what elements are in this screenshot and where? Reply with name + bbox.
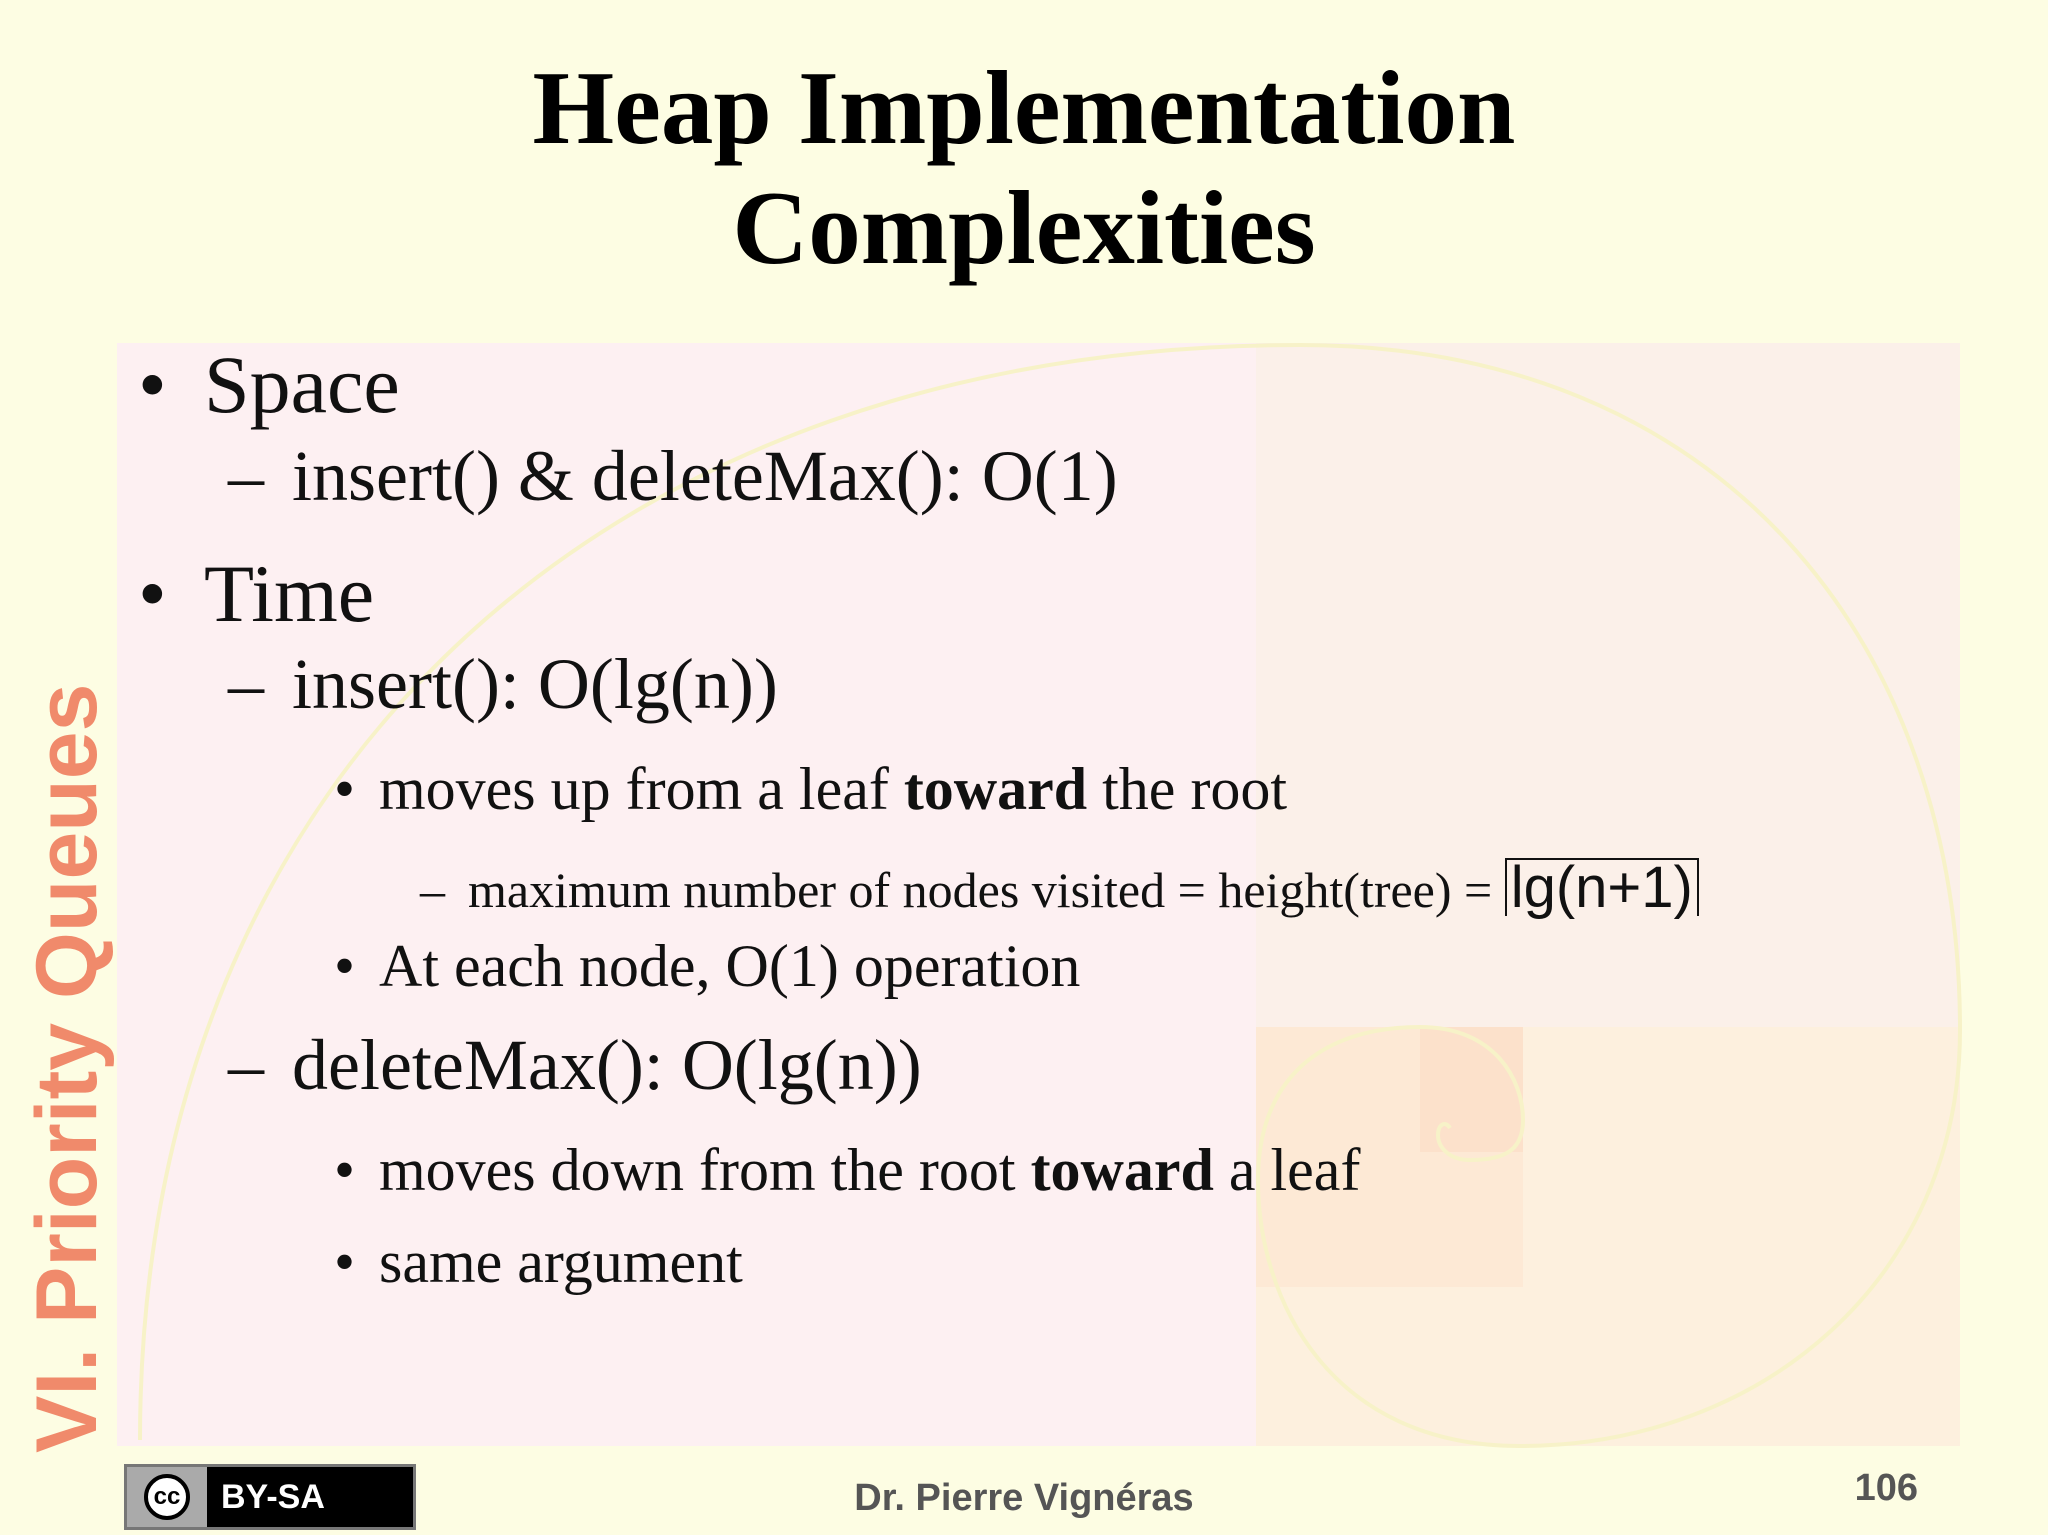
- insert-sub2-text: At each node, O(1) operation: [379, 933, 1081, 999]
- bullet-time: • Time: [138, 548, 375, 639]
- space-item-text: insert() & deleteMax(): O(1): [292, 436, 1118, 516]
- delete-sub1-pre: moves down from the root: [379, 1137, 1031, 1203]
- insert-detail-text: maximum number of nodes visited = height(tree) =: [468, 862, 1505, 918]
- insert-sub1-pre: moves up from a leaf: [379, 756, 904, 822]
- bullet-insert-sub2: • At each node, O(1) operation: [334, 933, 1081, 999]
- section-label: VI. Priority Queues: [19, 683, 115, 1453]
- bullet-space: • Space: [138, 339, 400, 430]
- insert-sub1-post: the root: [1087, 756, 1288, 822]
- delete-sub2-text: same argument: [379, 1229, 743, 1295]
- bullet-insert-sub1: • moves up from a leaf toward the root: [334, 756, 1288, 822]
- golden-square-large: [1256, 343, 1960, 1027]
- delete-sub1-bold: toward: [1030, 1137, 1214, 1203]
- height-formula: lg(n+1): [1505, 858, 1699, 916]
- footer-author: Dr. Pierre Vignéras: [854, 1477, 1194, 1519]
- delete-item-text: deleteMax(): O(lg(n)): [292, 1025, 922, 1105]
- bullet-delete: – deleteMax(): O(lg(n)): [228, 1025, 922, 1105]
- golden-square-xsmall: [1420, 1027, 1523, 1152]
- delete-sub1-post: a leaf: [1213, 1137, 1361, 1203]
- title-line-2: Complexities: [732, 169, 1316, 286]
- insert-item-text: insert(): O(lg(n)): [292, 644, 778, 724]
- bullet-insert: – insert(): O(lg(n)): [228, 644, 778, 724]
- bullet-delete-sub2: • same argument: [334, 1229, 743, 1295]
- bullet-space-item: – insert() & deleteMax(): O(1): [228, 436, 1118, 516]
- slide-title: [0, 48, 2048, 288]
- bullet-insert-detail: – maximum number of nodes visited = height(tree) = lg(n+1): [420, 858, 1699, 919]
- space-heading: Space: [204, 339, 400, 430]
- page-number: 106: [1854, 1467, 1918, 1509]
- bullet-delete-sub1: • moves down from the root toward a leaf: [334, 1137, 1361, 1203]
- insert-sub1-bold: toward: [903, 756, 1088, 822]
- license-label: BY-SA: [221, 1477, 325, 1516]
- cc-icon: cc: [144, 1474, 190, 1520]
- title-line-1: Heap Implementation: [532, 49, 1516, 166]
- time-heading: Time: [204, 548, 375, 639]
